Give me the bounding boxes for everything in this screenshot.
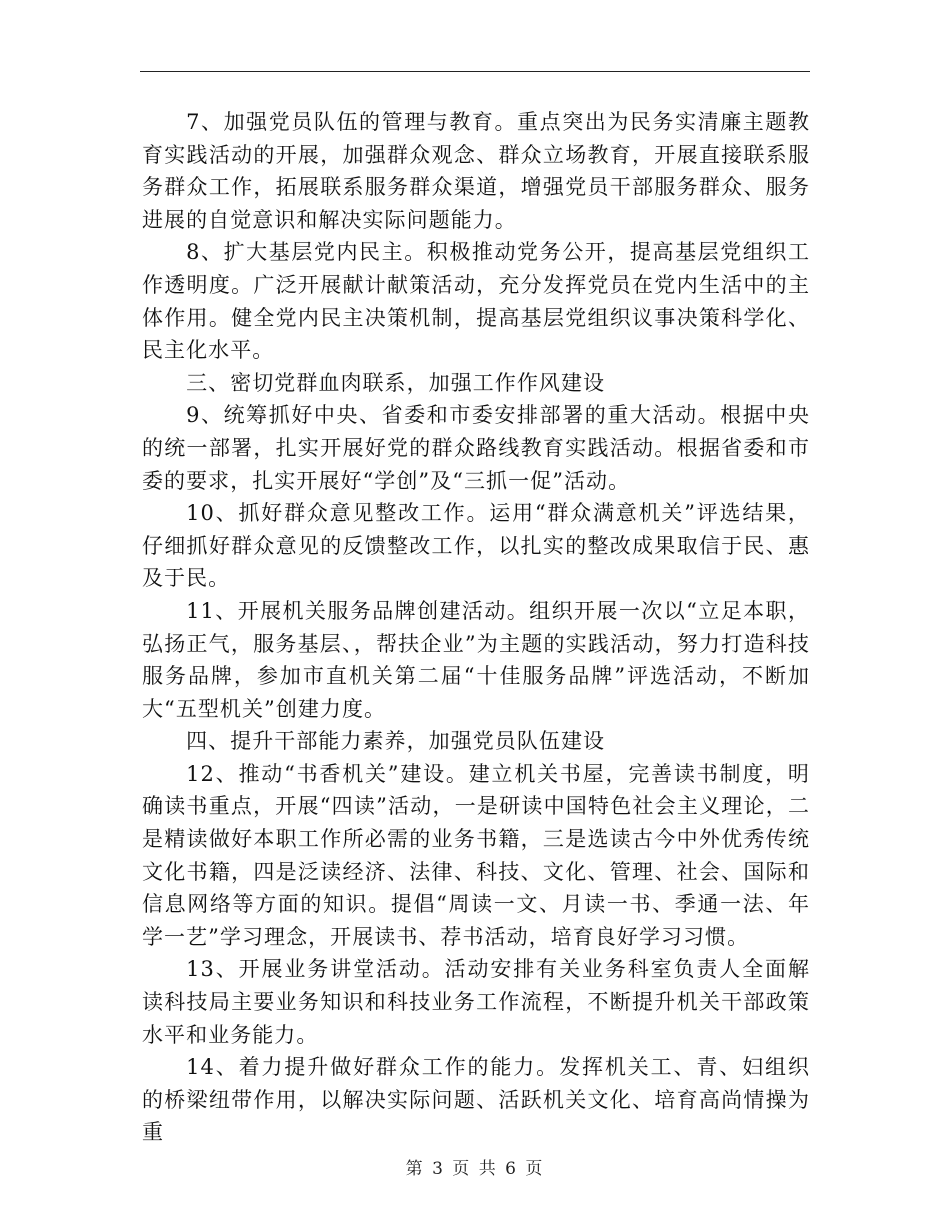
- paragraph-item-13: 13、开展业务讲堂活动。活动安排有关业务科室负责人全面解读科技局主要业务知识和科技业务工作流程，不断提升机关干部政策水平和业务能力。: [142, 957, 810, 1047]
- paragraph-item-12: 12、推动“书香机关”建设。建立机关书屋，完善读书制度，明确读书重点，开展“四读”活动，一是研读中国特色社会主义理论，二是精读做好本职工作所必需的业务书籍，三是选读古今中外优秀传统文化书籍，四是泛读经济、法律、科技、文化、管理、社会、国际和信息网络等方面的知识。提倡“周读一文、月读一书、季通一法、年学一艺”学习理念，开展读书、荐书活动，培育良好学习习惯。: [142, 761, 810, 949]
- section-heading-3: 三、密切党群血肉联系，加强工作作风建设: [186, 370, 606, 395]
- section-heading-4: 四、提升干部能力素养，加强党员队伍建设: [186, 729, 606, 754]
- header-rule: [140, 71, 810, 72]
- paragraph-item-8: 8、扩大基层党内民主。积极推动党务公开，提高基层党组织工作透明度。广泛开展献计献策活动，充分发挥党员在党内生活中的主体作用。健全党内民主决策机制，提高基层党组织议事决策科学化、民主化水平。: [142, 240, 810, 363]
- paragraph-item-7: 7、加强党员队伍的管理与教育。重点突出为民务实清廉主题教育实践活动的开展，加强群众观念、群众立场教育，开展直接联系服务群众工作，拓展联系服务群众渠道，增强党员干部服务群众、服务进展的自觉意识和解决实际问题能力。: [142, 110, 810, 232]
- paragraph-item-9: 9、统筹抓好中央、省委和市委安排部署的重大活动。根据中央的统一部署，扎实开展好党的群众路线教育实践活动。根据省委和市委的要求，扎实开展好“学创”及“三抓一促”活动。: [142, 403, 810, 493]
- page-number-footer: 第 3 页 共 6 页: [405, 1159, 545, 1179]
- paragraph-item-11: 11、开展机关服务品牌创建活动。组织开展一次以“立足本职，弘扬正气，服务基层、，帮扶企业”为主题的实践活动，努力打造科技服务品牌，参加市直机关第二届“十佳服务品牌”评选活动，不断加大“五型机关”创建力度。: [142, 598, 810, 721]
- paragraph-item-14: 14、着力提升做好群众工作的能力。发挥机关工、青、妇组织的桥梁纽带作用，以解决实际问题、活跃机关文化、培育高尚情操为重: [142, 1055, 810, 1145]
- paragraph-item-10: 10、抓好群众意见整改工作。运用“群众满意机关”评选结果，仔细抓好群众意见的反馈整改工作，以扎实的整改成果取信于民、惠及于民。: [142, 501, 810, 591]
- document-body: [142, 106, 810, 1149]
